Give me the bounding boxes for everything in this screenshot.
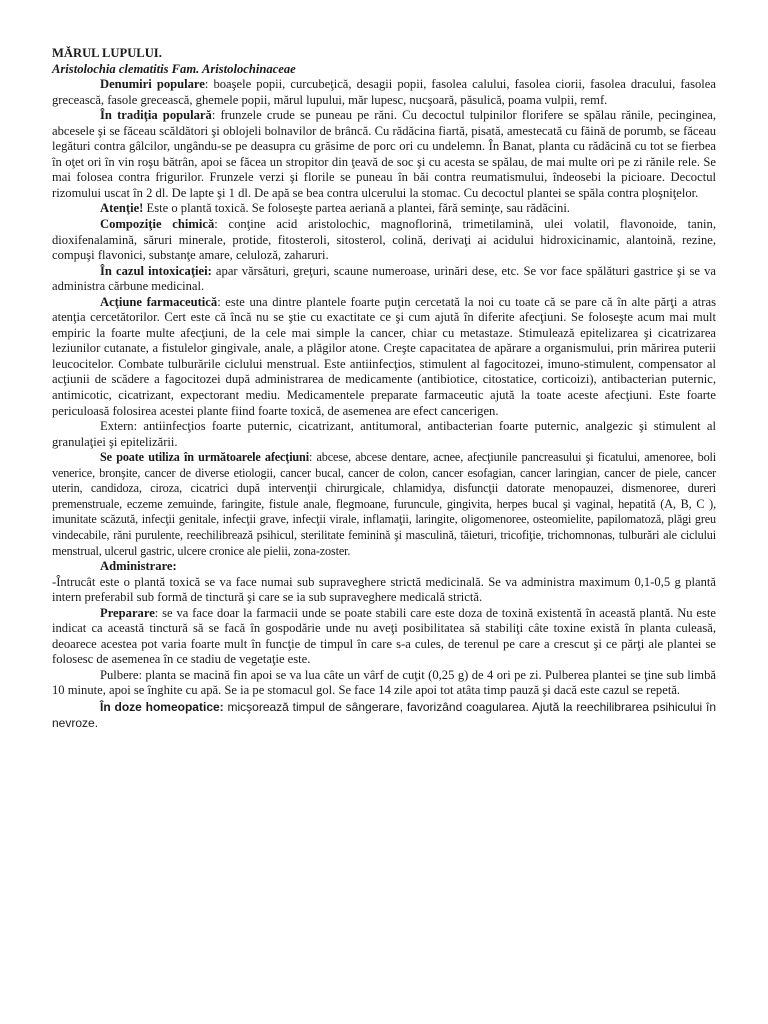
label-atentie: Atenţie! [100,201,144,216]
label-actiune-farmaceutica: Acţiune farmaceutică [100,294,218,309]
label-doze-homeopatice: În doze homeopatice: [100,699,224,714]
heading-administrare [52,559,716,575]
text-doze-homeopatice: micşorează timpul de sângerare, favorizând coagularea. Ajută la reechilibrarea psihicului în nevroze. [52,699,716,730]
paragraph-actiune-farmaceutica [52,295,716,419]
label-traditia-populara: În tradiţia populară [100,108,212,123]
paragraph-compozitie-chimica [52,217,716,264]
text-afectiuni: : abcese, abcese dentare, acnee, afecţiunile pancreasului şi ficatului, amenoree, boli venerice, bronşite, cancer de diverse etiologii, cancer bucal, cancer de colon, cancer esofagian, cancer laringian, cancer de piele, cancer uterin, candidoza, ciroza, cicatrici după intervenţii chirurgicale, chlamidya, disfuncţii datorate menopauzei, dismenoree, dureri premenstruale, eczeme zemuinde, faringite, fistule anale, flegmoane, furuncule, gingivita, herpes bucal şi vaginal, hepatită (A, B, C ), imunitate scăzută, infecţii genitale, infecţii grave, infecţii virale, inflamaţii, laringite, oligomenoree, osteomielite, papilomatoză, plăgi greu vindecabile, răni purulente, reechilibrează psihicul, sterilitate feminină şi masculină, tăieturi, tricofiţie, trichomnonas, tulburări ale ciclului menstrual, ulcerul gastric, ulcere cronice ale pielii, zona-zoster. [52,450,716,558]
text-denumiri-populare: : boaşele popii, curcubeţică, desagii popii, fasolea calului, fasolea ciorii, fasolea dracului, fasolea grecească, fasole grecească, ghemele popii, mărul lupului, măr lupesc, nucşoară, păsulică, poama vulpii, remf. [52,77,716,107]
document-title: MĂRUL LUPULUI. [52,46,162,60]
label-denumiri-populare: Denumiri populare [100,77,205,92]
label-compozitie-chimica: Compoziţie chimică [100,217,215,232]
paragraph-denumiri-populare [52,77,716,108]
text-actiune-farmaceutica: : este una dintre plantele foarte puţin cercetată la noi cu toate că se pare că în alte părţi a atras atenţia cercetătorilor. Cert este că încă nu se ştie cu exactitate ce şi cum ajută în diferite afecţiuni. Se foloseşte acum mai mult empiric la foarte multe afecţiuni, de la cele mai simple la cancer, chiar cu metastaze. Stimulează epitelizarea şi cicatrizarea leziunilor cutanate, a fistulelor gingivale, anale, a plăgilor atone. Creşte capacitatea de apărare a organismului, prin mărirea puterii leucocitelor. Combate tulburările ciclului menstrual. Este antiinfecţios, stimulent al fagocitozei, imuno-stimulent, compensator al acţiunii de scădere a fagocitozei după administrarea de medicamente (antibiotice, citostatice, corticoizi), antibacterian puternic, antimicotic, cicatrizant, expectorant mediu. Medicamentele preparate farmaceutic ajută la toate aceste afecţiuni. Este foarte periculoasă folosirea acestei plante fiind foarte toxică, de asemenea are efect cancerigen. [52,294,716,418]
label-preparare: Preparare [100,605,155,620]
text-preparare: : se va face doar la farmacii unde se poate stabili care este doza de toxină existentă în această plantă. Nu este indicat ca această tinctură să se facă în gospodărie unde nu aveţi posibilitatea să stabiliţi câte toxine există în planta culeasă, deoarece acestea pot varia foarte mult în funcţie de timpul în care s-a cules, de terenul pe care a crescut şi ce părţi ale plantei se folosesc de asemenea în ce stadiu de vegetaţie este. [52,605,716,667]
text-extern: Extern: antiinfecţios foarte puternic, cicatrizant, antitumoral, antibacterian foarte puternic, analgezic şi stimulent al granulaţiei şi epitelizării. [52,419,716,449]
text-atentie: Este o plantă toxică. Se foloseşte partea aeriană a plantei, fără seminţe, sau rădăcini. [143,201,570,216]
paragraph-traditia-populara [52,108,716,201]
paragraph-intoxicatie [52,264,716,295]
document-subtitle: Aristolochia clematitis Fam. Aristolochinaceae [52,61,296,76]
text-intoxicatie: apar vărsături, greţuri, scaune numeroase, urinări dese, etc. Se vor face spălături gastrice şi se va administra cărbune medicinal. [52,263,716,294]
label-afectiuni: Se poate utiliza în următoarele afecţiuni [100,450,309,465]
paragraph-extern [52,419,716,450]
paragraph-preparare [52,606,716,668]
paragraph-atentie [52,201,716,217]
label-administrare: Administrare: [100,559,177,574]
label-intoxicatie: În cazul intoxicaţiei: [100,263,212,278]
paragraph-doze-homeopatice [52,699,716,731]
text-compozitie-chimica: : conţine acid aristolochic, magnoflorină, trimetilamină, ulei volatil, flavonoide, tanin, dioxifenalamină, săruri minerale, protide, fitosteroli, sitosterol, colină, derivaţi ai acidului hidroxicinamic, alantoină, rezine, compuşi flavonici, substanţe amare, celuloză, zaharuri. [52,217,717,263]
text-traditia-populara: : frunzele crude se puneau pe răni. Cu decoctul tulpinilor florifere se spălau rănile, pecinginea, abcesele şi se făceau scăldători şi oblojeli bolnavilor de brâncă. Cu rădăcina fiartă, pisată, amestecată cu făină de porumb, se făceau legături contra gâlcilor, ungându-se pe deasupra cu grăsime de porc ori cu undelemn. În Banat, planta cu rădăcină cu tot se fierbea în oţet ori în vin roşu bătrân, apoi se făcea un stropitor din ţeavă de soc şi cu acesta se spălau, de mai multe ori pe zi rănile rele. Se mai folosea contra frigurilor. Frunzele verzi şi florile se puneau în băi contra reumatismului, îndeosebi la picioare. Decoctul rizomului uscat în 2 dl. De lapte şi 1 dl. De apă se bea contra ulcerului la stomac. Cu decoctul plantei se spăla contra ploşniţelor. [52,108,716,200]
paragraph-administrare-intro: -Întrucât este o plantă toxică se va face numai sub supraveghere strictă medicinală. Se va administra maximum 0,1-0,5 g plantă intern preferabil sub formă de tinctură şi care se ia sub supraveghere medicală strictă. [52,574,716,605]
paragraph-pulbere: Pulbere: planta se macină fin apoi se va lua câte un vârf de cuţit (0,25 g) de 4 ori pe zi. Pulberea plantei se ţine sub limbă 10 minute, apoi se înghite cu apă. Se ia pe stomacul gol. Se face 14 zile apoi tot atâta timp pauză şi dacă este cazul se repetă. [52,667,716,698]
paragraph-afectiuni [52,450,716,559]
